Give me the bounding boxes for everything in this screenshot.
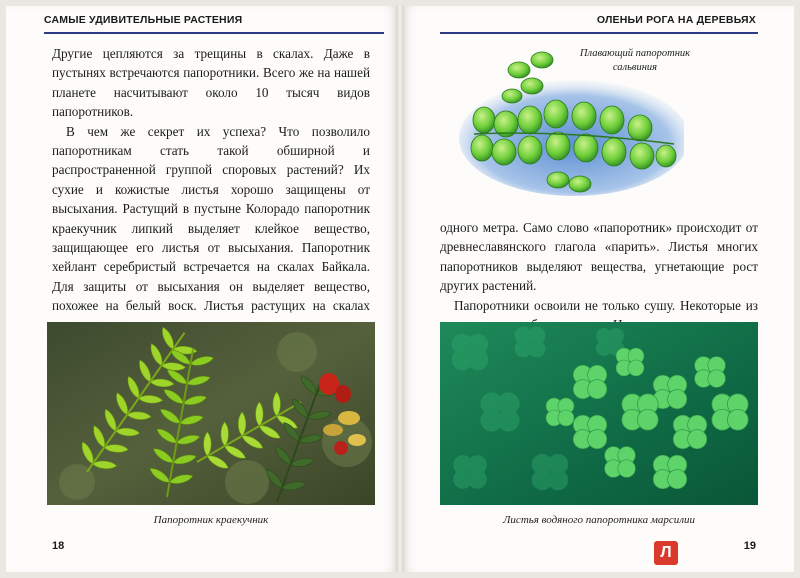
left-paragraph-1: Другие цепляются за трещины в скалах. Даже в пустынях встречаются папоротники. Всего же на нашей планете насчитывают около 10 тысяч видов папоротников. — [52, 46, 370, 120]
right-header-rule — [440, 32, 758, 34]
right-body-text — [440, 218, 758, 334]
left-paragraph-2: В чем же секрет их успеха? Что позволило папоротникам стать такой обширной и распространенной группой споровых растений? Их сухие и кожистые листья хорошо защищены от высыхания. Растущий в пустыне Колорадо папоротник краекучник липкий выделяет клейкое вещество, защищающее его листья от высыхания. Папоротник хейлант серебристый встречается на скалах Байкала. Для защиты от высыхания он выделяет вещество, похожее на белый воск. Листья растущих на скалах — [52, 123, 370, 314]
right-paragraph-1: одного метра. Само слово «папоротник» происходит от древнеславянского глагола «парить». Листья многих папоротников выделяют вещества, угнетающие рост других растений. — [440, 220, 758, 294]
salvinia-caption: Плавающий папоротник сальвиния — [579, 48, 691, 73]
right-paragraph-2: Папоротники освоили не только сушу. Некоторые из — [454, 297, 758, 313]
right-running-head: ОЛЕНЬИ РОГА НА ДЕРЕВЬЯХ — [596, 14, 756, 26]
marsilea-photo-caption: Листья водяного папоротника марсилии — [502, 514, 696, 526]
right-page-number: 19 — [743, 540, 756, 552]
book-gutter — [396, 6, 404, 572]
left-header-rule — [44, 32, 384, 34]
left-page-number: 18 — [52, 540, 65, 552]
labirint-logo-badge: Л — [654, 541, 678, 565]
fern-photo — [47, 322, 375, 505]
marsilea-photo — [440, 322, 758, 505]
fern-photo-caption: Папоротник краекучник — [153, 514, 269, 526]
left-running-head: САМЫЕ УДИВИТЕЛЬНЫЕ РАСТЕНИЯ — [44, 14, 243, 26]
